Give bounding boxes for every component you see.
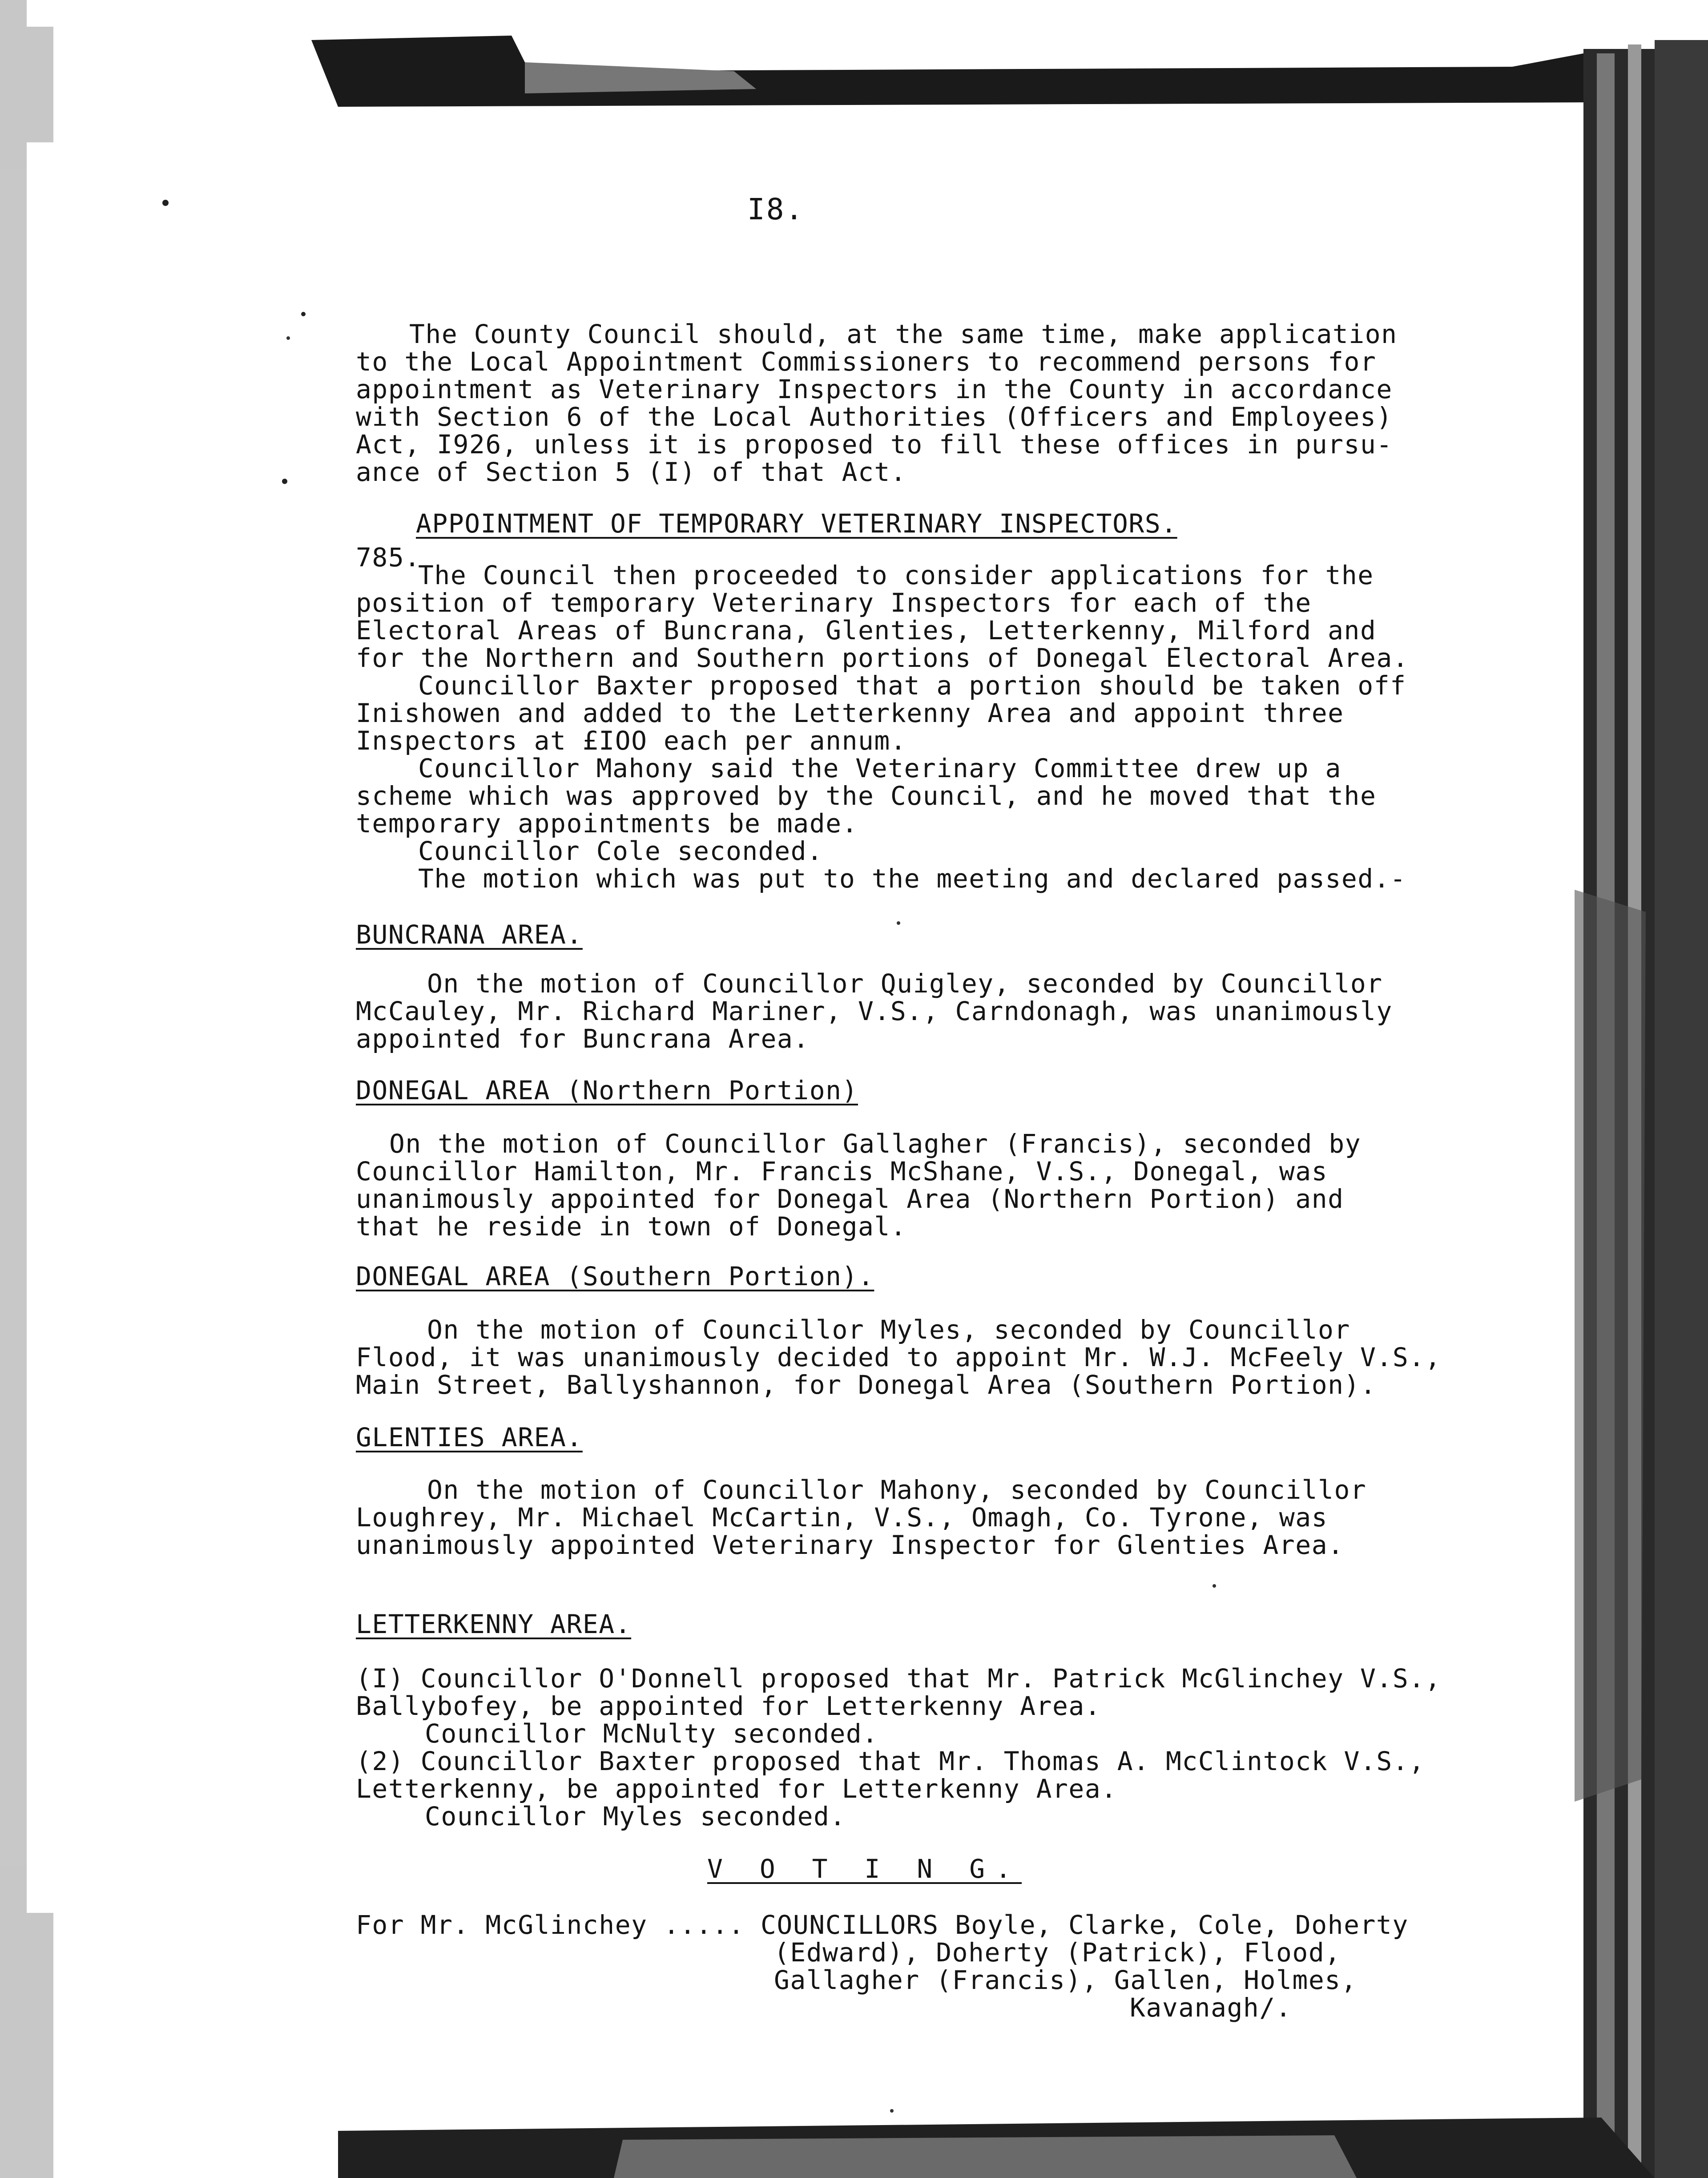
- body-line: Inspectors at £IOO each per annum.: [356, 726, 907, 756]
- intro-line: appointment as Veterinary Inspectors in the County in accordance: [356, 374, 1393, 404]
- body-line: On the motion of Councillor Gallagher (Francis), seconded by: [389, 1129, 1362, 1159]
- body-line: (2) Councillor Baxter proposed that Mr. Thomas A. McClintock V.S.,: [356, 1746, 1425, 1776]
- section-heading-temporary-appointment: APPOINTMENT OF TEMPORARY VETERINARY INSPECTORS.: [416, 508, 1177, 539]
- body-line: On the motion of Councillor Quigley, seconded by Councillor: [427, 968, 1383, 999]
- section-heading-buncrana: BUNCRANA AREA.: [356, 920, 583, 950]
- body-line: Main Street, Ballyshannon, for Donegal Area (Southern Portion).: [356, 1370, 1377, 1400]
- body-line: Councillor Mahony said the Veterinary Committee drew up a: [418, 753, 1341, 783]
- body-line: unanimously appointed for Donegal Area (Northern Portion) and: [356, 1184, 1344, 1214]
- body-line: The Council then proceeded to consider applications for the: [418, 560, 1374, 590]
- body-line: position of temporary Veterinary Inspectors for each of the: [356, 588, 1312, 618]
- body-line: unanimously appointed Veterinary Inspector for Glenties Area.: [356, 1530, 1344, 1560]
- minute-number: 785.: [356, 542, 421, 573]
- body-line: On the motion of Councillor Myles, seconded by Councillor: [427, 1315, 1350, 1345]
- body-line: The motion which was put to the meeting and declared passed.-: [418, 863, 1406, 894]
- body-line: Ballybofey, be appointed for Letterkenny Area.: [356, 1691, 1101, 1721]
- body-line: Councillor Myles seconded.: [425, 1801, 846, 1831]
- body-line: Flood, it was unanimously decided to appoint Mr. W.J. McFeely V.S.,: [356, 1342, 1442, 1372]
- section-heading-donegal-north: DONEGAL AREA (Northern Portion): [356, 1075, 858, 1105]
- voting-names-line: (Edward), Doherty (Patrick), Flood,: [774, 1937, 1341, 1968]
- body-line: Councillor Baxter proposed that a portion should be taken off: [418, 670, 1406, 701]
- page-number: I8.: [747, 192, 805, 226]
- body-line: scheme which was approved by the Council, and he moved that the: [356, 781, 1377, 811]
- voting-names-line: COUNCILLORS Boyle, Clarke, Cole, Doherty: [761, 1910, 1409, 1940]
- body-line: Inishowen and added to the Letterkenny Area and appoint three: [356, 698, 1344, 728]
- intro-line: to the Local Appointment Commissioners to recommend persons for: [356, 347, 1377, 377]
- section-heading-letterkenny: LETTERKENNY AREA.: [356, 1609, 632, 1639]
- body-line: (I) Councillor O'Donnell proposed that Mr. Patrick McGlinchey V.S.,: [356, 1663, 1442, 1694]
- voting-names-line: Kavanagh/.: [1130, 1992, 1292, 2023]
- body-line: Councillor McNulty seconded.: [425, 1718, 878, 1749]
- body-line: appointed for Buncrana Area.: [356, 1024, 810, 1054]
- section-heading-donegal-south: DONEGAL AREA (Southern Portion).: [356, 1261, 874, 1291]
- intro-line: with Section 6 of the Local Authorities (Officers and Employees): [356, 402, 1393, 432]
- voting-for-label: For Mr. McGlinchey .....: [356, 1910, 745, 1940]
- body-line: for the Northern and Southern portions of Donegal Electoral Area.: [356, 643, 1409, 673]
- body-line: Councillor Hamilton, Mr. Francis McShane, V.S., Donegal, was: [356, 1156, 1328, 1186]
- intro-line: ance of Section 5 (I) of that Act.: [356, 457, 907, 487]
- intro-line: The County Council should, at the same time, make application: [409, 319, 1398, 349]
- voting-names-line: Gallagher (Francis), Gallen, Holmes,: [774, 1965, 1358, 1995]
- body-line: temporary appointments be made.: [356, 808, 858, 839]
- body-line: Councillor Cole seconded.: [418, 836, 823, 866]
- body-line: McCauley, Mr. Richard Mariner, V.S., Carndonagh, was unanimously: [356, 996, 1393, 1026]
- body-line: that he reside in town of Donegal.: [356, 1211, 907, 1242]
- body-line: On the motion of Councillor Mahony, seconded by Councillor: [427, 1475, 1367, 1505]
- section-heading-glenties: GLENTIES AREA.: [356, 1422, 583, 1452]
- intro-line: Act, I926, unless it is proposed to fill these offices in pursu-: [356, 429, 1393, 460]
- body-line: Letterkenny, be appointed for Letterkenny Area.: [356, 1774, 1117, 1804]
- voting-heading: V O T I N G.: [707, 1854, 1022, 1884]
- body-line: Electoral Areas of Buncrana, Glenties, Letterkenny, Milford and: [356, 615, 1377, 645]
- body-line: Loughrey, Mr. Michael McCartin, V.S., Omagh, Co. Tyrone, was: [356, 1502, 1328, 1533]
